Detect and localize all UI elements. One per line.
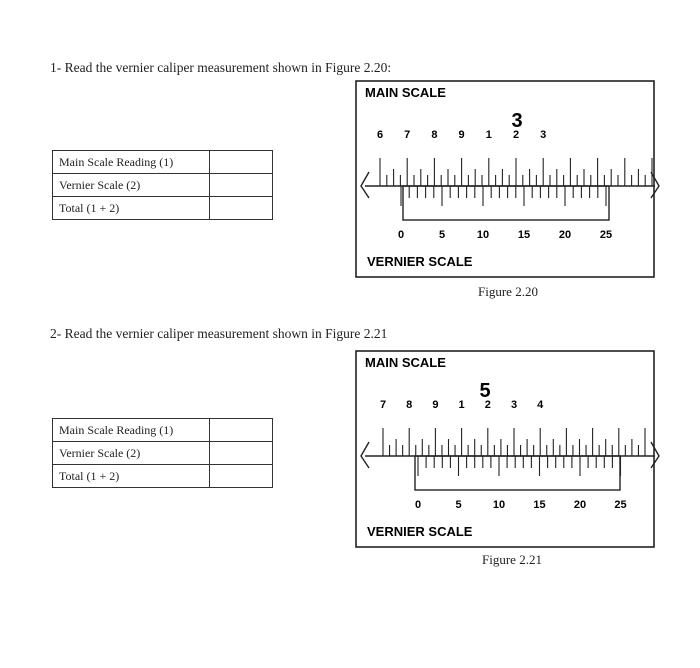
vernier-scale-number: 25 bbox=[599, 229, 613, 241]
vernier-scale-number: 10 bbox=[492, 499, 506, 511]
vernier-scale-number: 0 bbox=[414, 499, 422, 511]
figure-2-20-caption: Figure 2.20 bbox=[478, 284, 538, 299]
question-2-prompt: 2- Read the vernier caliper measurement shown in Figure 2.21 bbox=[50, 326, 388, 341]
main-scale-number: 9 bbox=[432, 399, 439, 411]
total-label: Total (1 + 2) bbox=[53, 465, 210, 488]
vernier-scale-label: VERNIER SCALE bbox=[367, 524, 473, 539]
main-scale-number: 7 bbox=[379, 399, 387, 411]
reading-table-2 bbox=[52, 418, 273, 488]
main-scale-number: 2 bbox=[512, 129, 520, 141]
vernier-scale-number: 10 bbox=[476, 229, 490, 241]
main-scale-number: 7 bbox=[404, 129, 411, 141]
total-cell[interactable] bbox=[210, 197, 273, 220]
main-scale-number: 3 bbox=[510, 399, 518, 411]
main-scale-label: MAIN SCALE bbox=[365, 85, 446, 100]
vernier-scale-number: 20 bbox=[573, 499, 587, 511]
table-row bbox=[53, 197, 273, 220]
main-scale-number: 8 bbox=[406, 399, 413, 411]
table-row bbox=[53, 419, 273, 442]
main-scale-number: 2 bbox=[484, 399, 491, 411]
main-scale-number: 4 bbox=[537, 399, 544, 411]
main-scale-number: 1 bbox=[458, 399, 465, 411]
table-row bbox=[53, 465, 273, 488]
vernier-scale-number: 5 bbox=[438, 229, 446, 241]
vernier-scale-number: 15 bbox=[533, 499, 546, 511]
vernier-scale-label: Vernier Scale (2) bbox=[53, 174, 210, 197]
vernier-scale-cell[interactable] bbox=[210, 442, 273, 465]
figure-2-21-caption: Figure 2.21 bbox=[482, 552, 542, 567]
main-scale-number: 3 bbox=[540, 129, 547, 141]
vernier-scale-label: VERNIER SCALE bbox=[367, 254, 473, 269]
main-scale-number: 1 bbox=[485, 129, 492, 141]
figure-frame bbox=[356, 351, 654, 547]
main-scale-number: 9 bbox=[458, 129, 465, 141]
main-scale-big-number: 5 bbox=[479, 380, 491, 402]
vernier-scale-number: 5 bbox=[455, 499, 462, 511]
main-scale-reading-label: Main Scale Reading (1) bbox=[53, 419, 210, 442]
total-cell[interactable] bbox=[210, 465, 273, 488]
main-scale-reading-label: Main Scale Reading (1) bbox=[53, 151, 210, 174]
main-scale-label: MAIN SCALE bbox=[365, 355, 446, 370]
table-row bbox=[53, 442, 273, 465]
main-scale-number: 8 bbox=[431, 129, 438, 141]
vernier-figure-2-20 bbox=[355, 80, 665, 280]
main-scale-reading-cell[interactable] bbox=[210, 419, 273, 442]
table-row bbox=[53, 174, 273, 197]
main-scale-big-number: 3 bbox=[511, 110, 523, 132]
total-label: Total (1 + 2) bbox=[53, 197, 210, 220]
table-row bbox=[53, 151, 273, 174]
question-1-prompt: 1- Read the vernier caliper measurement shown in Figure 2.20: bbox=[50, 60, 392, 75]
vernier-scale-number: 20 bbox=[558, 229, 572, 241]
vernier-scale-label: Vernier Scale (2) bbox=[53, 442, 210, 465]
vernier-figure-2-21 bbox=[355, 350, 665, 550]
vernier-scale-number: 0 bbox=[397, 229, 405, 241]
main-scale-reading-cell[interactable] bbox=[210, 151, 273, 174]
vernier-scale-number: 15 bbox=[517, 229, 531, 241]
vernier-scale-cell[interactable] bbox=[210, 174, 273, 197]
reading-table-1 bbox=[52, 150, 273, 220]
vernier-scale-number: 25 bbox=[614, 499, 627, 511]
main-scale-number: 6 bbox=[376, 129, 384, 141]
